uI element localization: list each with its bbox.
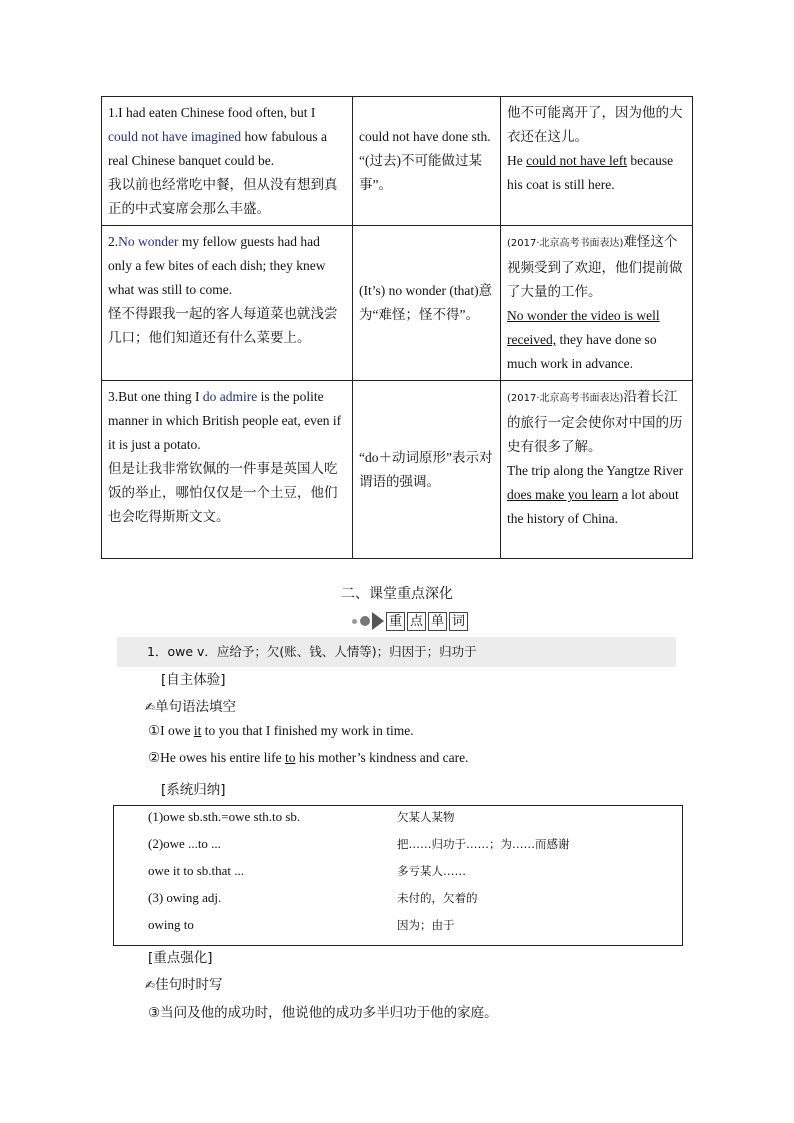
usage-meaning: 把……归功于……；为……而感谢 <box>397 837 570 851</box>
word-entry-bar <box>117 637 676 667</box>
key-words-badge <box>352 610 468 632</box>
exercise-1: ①I owe it to you that I finished my work in time. <box>148 723 414 738</box>
usage-meaning: 因为；由于 <box>397 918 455 932</box>
usage-meaning: 未付的，欠着的 <box>397 891 478 905</box>
usage-pattern: (3) owing adj. <box>148 890 222 905</box>
sentence-cell: 1.I had eaten Chinese food often, but I could not have imagined how fabulous a real Chinese banquet could be. 我以前也经常吃中餐，但从没有想到真正的中式宴席会那么丰盛。 <box>102 97 353 226</box>
usage-cell: “do＋动词原形”表示对谓语的强调。 <box>353 381 501 559</box>
key-phrase: could not have imagined <box>108 129 242 144</box>
usage-meaning: 欠某人某物 <box>397 810 455 824</box>
phrase-table <box>101 96 693 559</box>
answer-blank: it <box>193 723 202 738</box>
exercise-2: ②He owes his entire life to his mother’s kindness and care. <box>148 750 469 765</box>
circle-icon <box>360 616 370 626</box>
section-title: 二、课堂重点深化 <box>341 586 453 602</box>
pencil-icon: ✍ <box>145 978 156 992</box>
answer-blank: to <box>284 750 296 765</box>
usage-pattern: (1)owe sb.sth.=owe sth.to sb. <box>148 809 301 824</box>
source-note: (2017·北京高考书面表达) <box>507 238 624 249</box>
table-row <box>102 381 693 559</box>
focus-label: [重点强化] <box>148 950 213 966</box>
answer-underline: could not have left <box>526 153 627 168</box>
writing-label: ✍佳句时时写 <box>145 977 223 993</box>
usage-cell: could not have done sth. “(过去)不可能做过某事”。 <box>353 97 501 226</box>
usage-pattern: owe it to sb.that ... <box>148 863 245 878</box>
example-cell: (2017·北京高考书面表达)难怪这个视频受到了欢迎，他们提前做了大量的工作。 No wonder the video is well received, they have done so much work in advance. <box>501 226 693 381</box>
pencil-icon: ✍ <box>145 700 156 714</box>
dot-icon <box>352 619 357 624</box>
table-row <box>102 97 693 226</box>
key-phrase: do admire <box>202 389 258 404</box>
self-experience-label: [自主体验] <box>161 672 226 688</box>
example-cell: (2017·北京高考书面表达)沿着长江的旅行一定会使你对中国的历史有很多了解。 The trip along the Yangtze River does make you learn a lot about the history of China. <box>501 381 693 559</box>
badge-char: 单 <box>428 612 447 631</box>
usage-pattern: owing to <box>148 917 194 932</box>
arrow-icon <box>372 612 384 630</box>
key-phrase: No wonder <box>118 234 179 249</box>
badge-char: 点 <box>407 612 426 631</box>
source-note: (2017·北京高考书面表达) <box>507 393 624 404</box>
usage-cell: (It’s) no wonder (that)意为“难怪；怪不得”。 <box>353 226 501 381</box>
fill-in-label: ✍单句语法填空 <box>145 699 237 715</box>
exercise-3: ③当问及他的成功时，他说他的成功多半归功于他的家庭。 <box>148 1005 498 1021</box>
synopsis-box <box>113 805 683 946</box>
answer-underline: No wonder the video is well received, <box>507 308 660 347</box>
sentence-cell: 2.No wonder my fellow guests had had only a few bites of each dish; they knew what was still to come. 怪不得跟我一起的客人每道菜也就浅尝几口；他们知道还有什么菜要上。 <box>102 226 353 381</box>
sentence-cell: 3.But one thing I do admire is the polite manner in which British people eat, even if it is just a potato. 但是让我非常钦佩的一件事是英国人吃饭的举止，哪怕仅仅是一个土豆，他们也会吃得斯斯文文。 <box>102 381 353 559</box>
example-cell: 他不可能离开了，因为他的大衣还在这儿。 He could not have left because his coat is still here. <box>501 97 693 226</box>
badge-char: 词 <box>449 612 468 631</box>
system-summary-label: [系统归纳] <box>161 782 226 798</box>
usage-meaning: 多亏某人…… <box>397 864 466 878</box>
word-entry: 1．owe v．应给予；欠(账、钱、人情等)；归因于；归功于 <box>147 644 477 659</box>
table-row <box>102 226 693 381</box>
usage-pattern: (2)owe ...to ... <box>148 836 221 851</box>
badge-char: 重 <box>386 612 405 631</box>
answer-underline: does make you learn <box>507 487 619 502</box>
